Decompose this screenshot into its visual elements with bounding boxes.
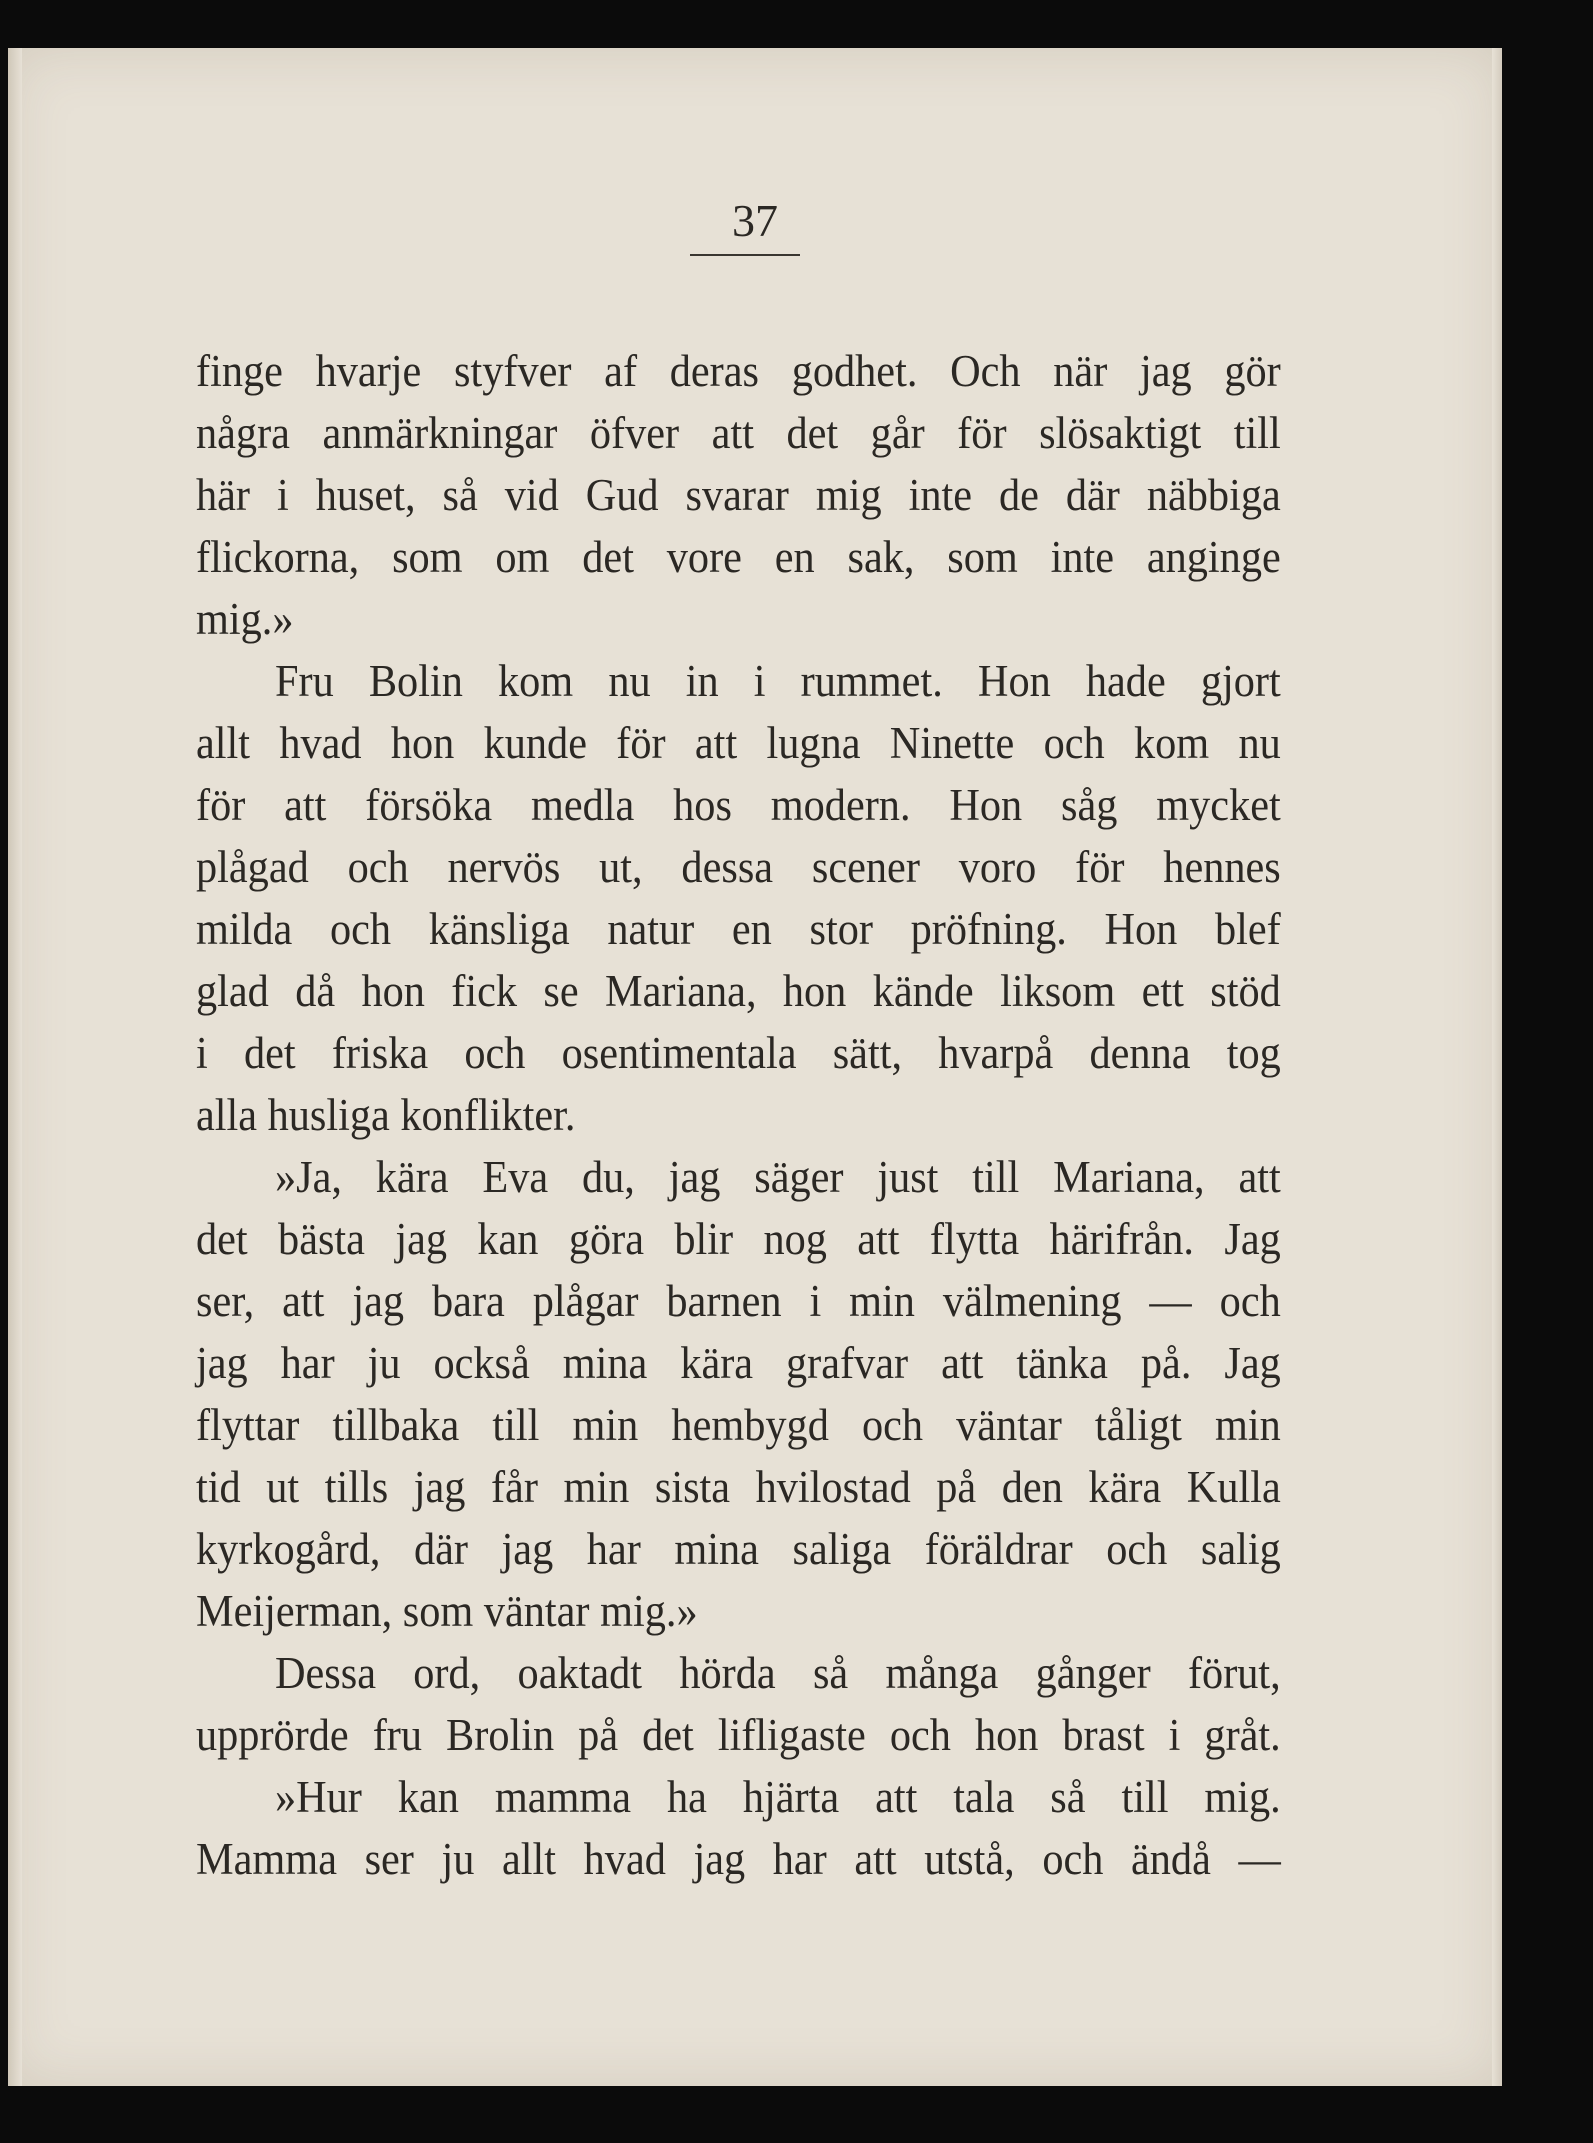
text-line: mig.»: [196, 594, 294, 644]
page-number-rule: [690, 254, 800, 256]
text-line: flickorna, som om det vore en sak, som inte anginge: [196, 532, 1281, 582]
text-line: »Hur kan mamma ha hjärta att tala så till mig.: [274, 1772, 1281, 1822]
text-line: några anmärkningar öfver att det går för slösaktigt till: [196, 408, 1281, 458]
text-line: Fru Bolin kom nu in i rummet. Hon hade gjort: [274, 656, 1281, 706]
text-line: »Ja, kära Eva du, jag säger just till Mariana, att: [274, 1152, 1281, 1202]
text-line: Meijerman, som väntar mig.»: [196, 1586, 698, 1636]
text-line: finge hvarje styfver af deras godhet. Och när jag gör: [196, 346, 1281, 396]
text-line: upprörde fru Brolin på det lifligaste och hon brast i gråt.: [196, 1710, 1281, 1760]
text-line: kyrkogård, där jag har mina saliga föräldrar och salig: [196, 1524, 1281, 1574]
page-edge-left: [8, 48, 22, 2086]
body-text: [196, 340, 1281, 1890]
text-line: plågad och nervös ut, dessa scener voro för hennes: [196, 842, 1281, 892]
text-line: milda och känsliga natur en stor pröfning. Hon blef: [196, 904, 1281, 954]
text-line: ser, att jag bara plågar barnen i min välmening — och: [196, 1276, 1281, 1326]
text-line: för att försöka medla hos modern. Hon såg mycket: [196, 780, 1281, 830]
text-line: här i huset, så vid Gud svarar mig inte de där näbbiga: [196, 470, 1281, 520]
text-line: Dessa ord, oaktadt hörda så många gånger förut,: [274, 1648, 1281, 1698]
page-edge-right: [1492, 48, 1502, 2086]
text-line: allt hvad hon kunde för att lugna Ninette och kom nu: [196, 718, 1281, 768]
text-line: det bästa jag kan göra blir nog att flytta härifrån. Jag: [196, 1214, 1281, 1264]
text-line: i det friska och osentimentala sätt, hvarpå denna tog: [196, 1028, 1281, 1078]
text-line: Mamma ser ju allt hvad jag har att utstå, och ändå —: [196, 1834, 1281, 1884]
text-line: alla husliga konflikter.: [196, 1090, 576, 1140]
text-line: flyttar tillbaka till min hembygd och väntar tåligt min: [196, 1400, 1281, 1450]
text-line: glad då hon fick se Mariana, hon kände liksom ett stöd: [196, 966, 1281, 1016]
book-page: [8, 48, 1502, 2086]
text-line: jag har ju också mina kära grafvar att tänka på. Jag: [196, 1338, 1281, 1388]
page-number: 37: [732, 195, 778, 246]
text-line: tid ut tills jag får min sista hvilostad på den kära Kulla: [196, 1462, 1281, 1512]
